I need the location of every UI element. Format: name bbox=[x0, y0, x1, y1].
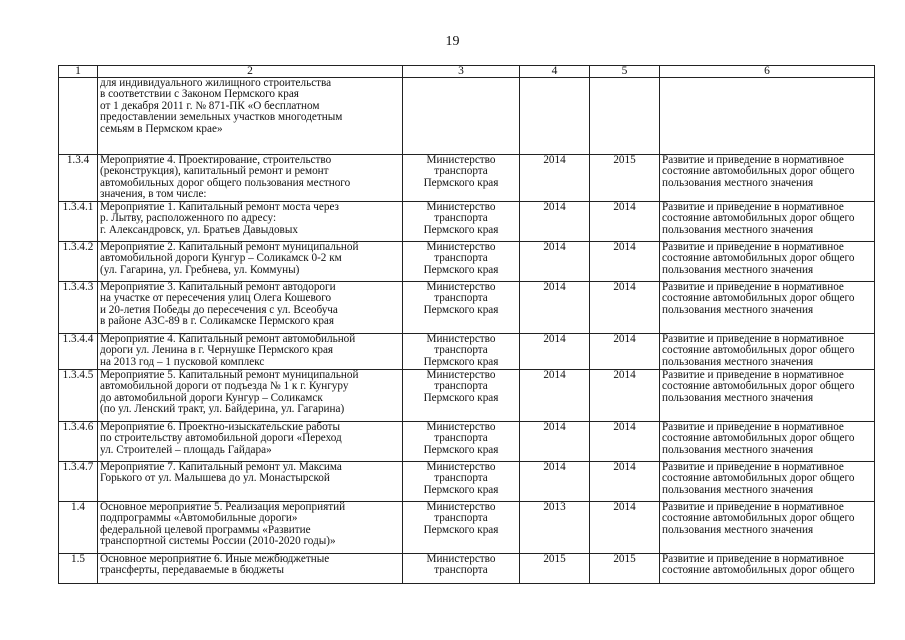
row-executor: Министерство транспорта Пермского края bbox=[403, 334, 520, 370]
row-start-year: 2014 bbox=[520, 242, 590, 282]
row-description: Мероприятие 7. Капитальный ремонт ул. Максима Горького от ул. Малышева до ул. Монастырской bbox=[98, 462, 403, 502]
row-executor: Министерство транспорта Пермского края bbox=[403, 282, 520, 334]
row-result: Развитие и приведение в нормативное состояние автомобильных дорог общего пользования местного значения bbox=[660, 202, 875, 242]
row-executor: Министерство транспорта Пермского края bbox=[403, 370, 520, 422]
row-number: 1.3.4.7 bbox=[59, 462, 98, 502]
table-row bbox=[59, 462, 875, 502]
row-executor: Министерство транспорта Пермского края bbox=[403, 202, 520, 242]
row-executor: Министерство транспорта Пермского края bbox=[403, 242, 520, 282]
row-start-year: 2014 bbox=[520, 422, 590, 462]
row-start-year: 2015 bbox=[520, 554, 590, 584]
row-end-year: 2014 bbox=[590, 370, 660, 422]
row-start-year: 2014 bbox=[520, 202, 590, 242]
row-start-year: 2013 bbox=[520, 502, 590, 554]
row-end-year: 2014 bbox=[590, 202, 660, 242]
row-start-year: 2014 bbox=[520, 462, 590, 502]
row-description: Мероприятие 2. Капитальный ремонт муниципальной автомобильной дороги Кунгур – Соликамск 0-2 км (ул. Гагарина, ул. Гребнева, ул. Коммуны) bbox=[98, 242, 403, 282]
header-col-6: 6 bbox=[660, 66, 875, 78]
table-row bbox=[59, 78, 875, 155]
header-col-3: 3 bbox=[403, 66, 520, 78]
row-number: 1.3.4.5 bbox=[59, 370, 98, 422]
table-row bbox=[59, 502, 875, 554]
row-end-year: 2014 bbox=[590, 282, 660, 334]
row-executor: Министерство транспорта Пермского края bbox=[403, 422, 520, 462]
row-description: Мероприятие 1. Капитальный ремонт моста через р. Лытву, расположенного по адресу: г. Александровск, ул. Братьев Давыдовых bbox=[98, 202, 403, 242]
header-col-5: 5 bbox=[590, 66, 660, 78]
row-end-year: 2014 bbox=[590, 242, 660, 282]
row-number: 1.3.4.4 bbox=[59, 334, 98, 370]
row-number: 1.4 bbox=[59, 502, 98, 554]
row-number: 1.5 bbox=[59, 554, 98, 584]
row-end-year: 2014 bbox=[590, 502, 660, 554]
row-executor bbox=[403, 78, 520, 155]
row-end-year: 2014 bbox=[590, 422, 660, 462]
row-number: 1.3.4.2 bbox=[59, 242, 98, 282]
row-result: Развитие и приведение в нормативное состояние автомобильных дорог общего пользования местного значения bbox=[660, 502, 875, 554]
header-col-4: 4 bbox=[520, 66, 590, 78]
row-number: 1.3.4 bbox=[59, 155, 98, 202]
row-number: 1.3.4.3 bbox=[59, 282, 98, 334]
row-number: 1.3.4.6 bbox=[59, 422, 98, 462]
row-start-year: 2014 bbox=[520, 155, 590, 202]
table-row bbox=[59, 334, 875, 370]
table-row bbox=[59, 282, 875, 334]
row-result: Развитие и приведение в нормативное состояние автомобильных дорог общего пользования местного значения bbox=[660, 334, 875, 370]
row-result: Развитие и приведение в нормативное состояние автомобильных дорог общего пользования местного значения bbox=[660, 422, 875, 462]
row-executor: Министерство транспорта Пермского края bbox=[403, 502, 520, 554]
table-row bbox=[59, 202, 875, 242]
row-result: Развитие и приведение в нормативное состояние автомобильных дорог общего пользования местного значения bbox=[660, 155, 875, 202]
table-row bbox=[59, 242, 875, 282]
row-result: Развитие и приведение в нормативное состояние автомобильных дорог общего bbox=[660, 554, 875, 584]
table-row bbox=[59, 370, 875, 422]
row-number bbox=[59, 78, 98, 155]
row-description: Мероприятие 4. Капитальный ремонт автомобильной дороги ул. Ленина в г. Чернушке Пермского края на 2013 год – 1 пусковой комплекс bbox=[98, 334, 403, 370]
header-col-1: 1 bbox=[59, 66, 98, 78]
row-end-year: 2015 bbox=[590, 554, 660, 584]
row-start-year bbox=[520, 78, 590, 155]
row-executor: Министерство транспорта Пермского края bbox=[403, 462, 520, 502]
row-description: Мероприятие 5. Капитальный ремонт муниципальной автомобильной дороги от подъезда № 1 к г. Кунгуру до автомобильной дороги Кунгур – Соликамск (по ул. Ленский тракт, ул. Байдерина, ул. Гагарина) bbox=[98, 370, 403, 422]
row-end-year: 2015 bbox=[590, 155, 660, 202]
row-start-year: 2014 bbox=[520, 370, 590, 422]
header-col-2: 2 bbox=[98, 66, 403, 78]
row-end-year: 2014 bbox=[590, 334, 660, 370]
table-row bbox=[59, 155, 875, 202]
table-row bbox=[59, 422, 875, 462]
page-number: 19 bbox=[445, 34, 460, 49]
table-row bbox=[59, 554, 875, 584]
row-end-year: 2014 bbox=[590, 462, 660, 502]
row-number: 1.3.4.1 bbox=[59, 202, 98, 242]
row-description: Основное мероприятие 5. Реализация мероприятий подпрограммы «Автомобильные дороги» федеральной целевой программы «Развитие транспортной системы России (2010-2020 годы)» bbox=[98, 502, 403, 554]
row-result: Развитие и приведение в нормативное состояние автомобильных дорог общего пользования местного значения bbox=[660, 282, 875, 334]
row-executor: Министерство транспорта Пермского края bbox=[403, 155, 520, 202]
program-table bbox=[58, 65, 875, 584]
row-result: Развитие и приведение в нормативное состояние автомобильных дорог общего пользования местного значения bbox=[660, 370, 875, 422]
row-start-year: 2014 bbox=[520, 334, 590, 370]
row-result: Развитие и приведение в нормативное состояние автомобильных дорог общего пользования местного значения bbox=[660, 462, 875, 502]
row-description: Мероприятие 4. Проектирование, строительство (реконструкция), капитальный ремонт и ремонт автомобильных дорог общего пользования местного значения, в том числе: bbox=[98, 155, 403, 202]
header-row bbox=[59, 66, 875, 78]
row-description: Мероприятие 3. Капитальный ремонт автодороги на участке от пересечения улиц Олега Кошевого и 20-летия Победы до пересечения с ул. Всеобуча в районе АЗС-89 в г. Соликамске Пермского края bbox=[98, 282, 403, 334]
row-description: для индивидуального жилищного строительства в соответствии с Законом Пермского края от 1 декабря 2011 г. № 871-ПК «О бесплатном предоставлении земельных участков многодетным семьям в Пермском крае» bbox=[98, 78, 403, 155]
row-description: Мероприятие 6. Проектно-изыскательские работы по строительству автомобильной дороги «Переход ул. Строителей – площадь Гайдара» bbox=[98, 422, 403, 462]
row-start-year: 2014 bbox=[520, 282, 590, 334]
row-result bbox=[660, 78, 875, 155]
row-result: Развитие и приведение в нормативное состояние автомобильных дорог общего пользования местного значения bbox=[660, 242, 875, 282]
row-description: Основное мероприятие 6. Иные межбюджетные трансферты, передаваемые в бюджеты bbox=[98, 554, 403, 584]
row-executor: Министерство транспорта bbox=[403, 554, 520, 584]
row-end-year bbox=[590, 78, 660, 155]
